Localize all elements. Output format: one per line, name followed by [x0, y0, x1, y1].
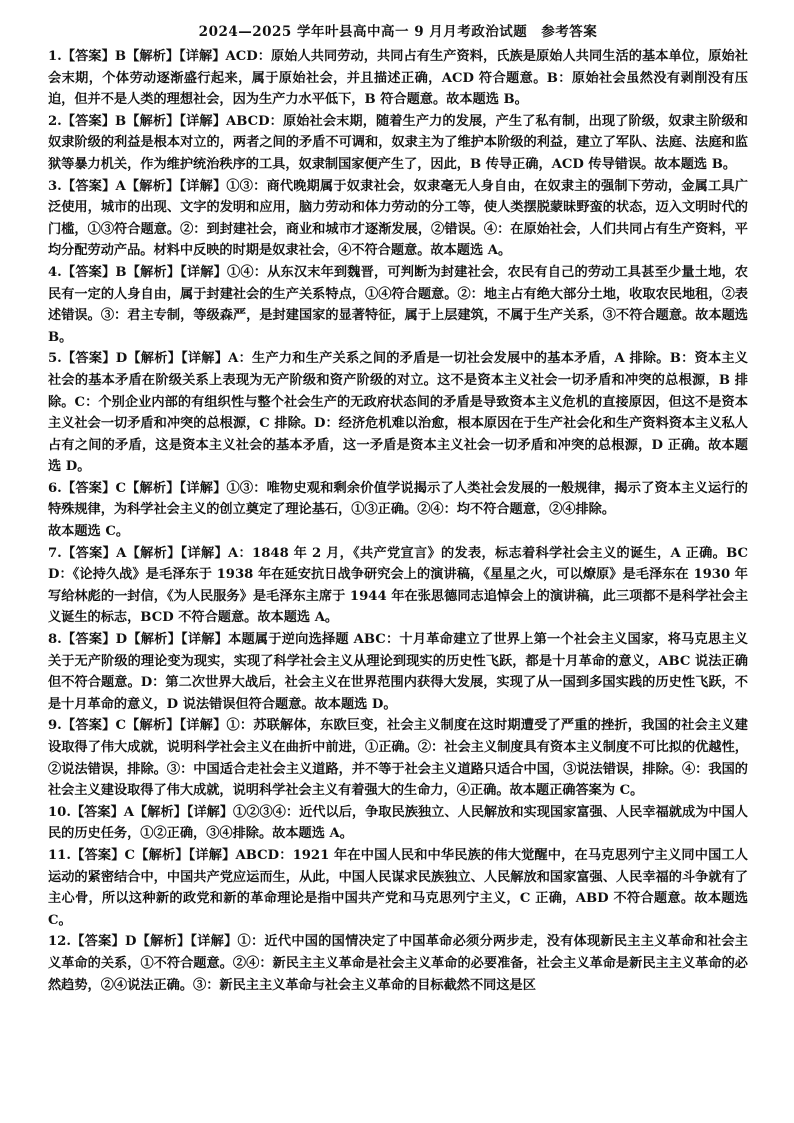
- answer-item: [48, 543, 748, 629]
- answer-item: [48, 111, 748, 176]
- answer-number: 10.: [48, 804, 71, 820]
- answer-text: 【答案】D【解析】【详解】A：生产力和生产关系之间的矛盾是一切社会发展中的基本矛盾，A 排除。B：资本主义社会的基本矛盾在阶级关系上表现为无产阶级和资产阶级的对立。这不是资本主义社会一切矛盾和冲突的总根源，B 排除。C：个别企业内部的有组织性与整个社会生产的无政府状态间的矛盾是导致资本主义危机的直接原因，但这不是资本主义社会一切矛盾和冲突的总根源，C 排除。D：经济危机难以治愈，根本原因在于生产社会化和生产资料资本主义私人占有之间的矛盾，这是资本主义社会的基本矛盾，这一矛盾是资本主义社会一切矛盾和冲突的总根源，D 正确。故本题选 D。: [48, 351, 748, 475]
- answer-number: 12.: [48, 934, 71, 950]
- answer-item: [48, 348, 748, 478]
- answer-item: [48, 931, 748, 996]
- answer-item: [48, 629, 748, 715]
- answer-number: 4.: [48, 264, 62, 280]
- answer-number: 8.: [48, 632, 62, 648]
- answer-number: 7.: [48, 545, 62, 561]
- answer-item: [48, 802, 748, 845]
- answer-item: [48, 845, 748, 931]
- answer-item: [48, 46, 748, 111]
- answer-text: 【答案】B【解析】【详解】①④：从东汉末年到魏晋，可判断为封建社会，农民有自己的劳动工具甚至少量土地，农民有一定的人身自由，属于封建社会的生产关系特点，①④符合题意。②：地主占有绝大部分土地，收取农民地租，②表述错误。③：君主专制，等级森严，是封建国家的显著特征，属于上层建筑，不属于生产关系，③不符合题意。故本题选 B。: [48, 264, 748, 345]
- answer-text: 【答案】A【解析】【详解】①②③④：近代以后，争取民族独立、人民解放和实现国家富强、人民幸福就成为中国人民的历史任务，①②正确，③④排除。故本题选 A。: [48, 804, 748, 842]
- answer-text: 【答案】C【解析】【详解】①③：唯物史观和剩余价值学说揭示了人类社会发展的一般规律，揭示了资本主义运行的特殊规律，为科学社会主义的创立奠定了理论基石，①③正确。②④：均不符合题意，②④排除。 故本题选 C。: [48, 480, 748, 540]
- answer-number: 3.: [48, 178, 62, 194]
- answer-text: 【答案】A【解析】【详解】①③：商代晚期属于奴隶社会，奴隶毫无人身自由，在奴隶主的强制下劳动，金属工具广泛使用，城市的出现、文字的发明和应用，脑力劳动和体力劳动的分工等，使人类摆脱蒙昧野蛮的状态，迈入文明时代的门槛，①③符合题意。②：到封建社会，商业和城市才逐渐发展，②错误。④：在原始社会，人们共同占有生产资料，平均分配劳动产品。材料中反映的时期是奴隶社会，④不符合题意。故本题选 A。: [48, 178, 748, 259]
- answer-text: 【答案】B【解析】【详解】ABCD：原始社会末期，随着生产力的发展，产生了私有制，出现了阶级，奴隶主阶级和奴隶阶级的利益是根本对立的，两者之间的矛盾不可调和，奴隶主为了维护本阶级的利益，建立了军队、法庭、法庭和监狱等暴力机关，作为维护统治秩序的工具，奴隶制国家便产生了，因此，B 传导正确，ACD 传导错误。故本题选 B。: [48, 113, 748, 172]
- answer-text: 【答案】C【解析】【详解】ABCD：1921 年在中国人民和中华民族的伟大觉醒中，在马克思列宁主义同中国工人运动的紧密结合中，中国共产党应运而生，从此，中国人民谋求民族独立、人民解放和国家富强、人民幸福的斗争就有了主心骨，所以这种新的政党和新的革命理论是指中国共产党和马克思列宁主义，C 正确，ABD 不符合题意。故本题选 C。: [48, 847, 748, 928]
- answer-number: 1.: [48, 49, 62, 64]
- answer-number: 9.: [48, 718, 62, 734]
- answer-text: 【答案】A【解析】【详解】A：1848 年 2 月，《共产党宣言》的发表，标志着科学社会主义的诞生，A 正确。BCD：《论持久战》是毛泽东于 1938 年在延安抗日战争研究会上的演讲稿，《星星之火，可以燎原》是毛泽东在 1930 年写给林彪的一封信，《为人民服务》是毛泽东主席于 1944 年在张思德同志追悼会上的演讲稿，此三项都不是科学社会主义诞生的标志，BCD 不符合题意。故本题选 A。: [48, 545, 748, 626]
- answer-text: 【答案】B【解析】【详解】ACD：原始人共同劳动，共同占有生产资料，氏族是原始人共同生活的基本单位，原始社会末期，个体劳动逐渐盛行起来，属于原始社会，并且描述正确，ACD 符合题意。B：原始社会虽然没有剥削没有压迫，但并不是人类的理想社会，因为生产力水平低下，B 符合题意。故本题选 B。: [48, 49, 748, 108]
- answer-number: 5.: [48, 351, 62, 367]
- answer-text: 【答案】C【解析】【详解】①：苏联解体，东欧巨变，社会主义制度在这时期遭受了严重的挫折，我国的社会主义建设取得了伟大成就，说明科学社会主义在曲折中前进，①正确。②：社会主义制度具有资本主义制度不可比拟的优越性，②说法错误，排除。③：中国适合走社会主义道路，并不等于社会主义道路只适合中国，③说法错误，排除。④：我国的社会主义建设取得了伟大成就，说明科学社会主义有着强大的生命力，④正确。故本题正确答案为 C。: [48, 718, 748, 799]
- answer-item: [48, 715, 748, 801]
- answer-number: 6.: [48, 480, 62, 496]
- answer-text: 【答案】D【解析】【详解】本题属于逆向选择题 ABC：十月革命建立了世界上第一个社会主义国家，将马克思主义关于无产阶级的理论变为现实，实现了科学社会主义从理论到现实的历史性飞跃，都是十月革命的意义，ABC 说法正确但不符合题意。D：第二次世界大战后，社会主义在世界范围内获得大发展，实现了从一国到多国实践的历史性飞跃，不是十月革命的意义，D 说法错误但符合题意。故本题选 D。: [48, 632, 748, 712]
- answer-number: 2.: [48, 113, 62, 129]
- answer-text: 【答案】D【解析】【详解】①：近代中国的国情决定了中国革命必须分两步走，没有体现新民主主义革命和社会主义革命的关系，①不符合题意。②④：新民主主义革命是社会主义革命的必要准备，社会主义革命是新民主主义革命的必然趋势，②④说法正确。③：新民主主义革命与社会主义革命的目标截然不同这是区: [48, 934, 748, 993]
- answer-item: [48, 262, 748, 348]
- answer-list: [48, 46, 748, 996]
- answer-number: 11.: [48, 847, 71, 863]
- answer-item: [48, 176, 748, 262]
- answer-item: [48, 478, 748, 543]
- document-title: 2024—2025 学年叶县高中高一 9 月月考政治试题 参考答案: [198, 24, 598, 40]
